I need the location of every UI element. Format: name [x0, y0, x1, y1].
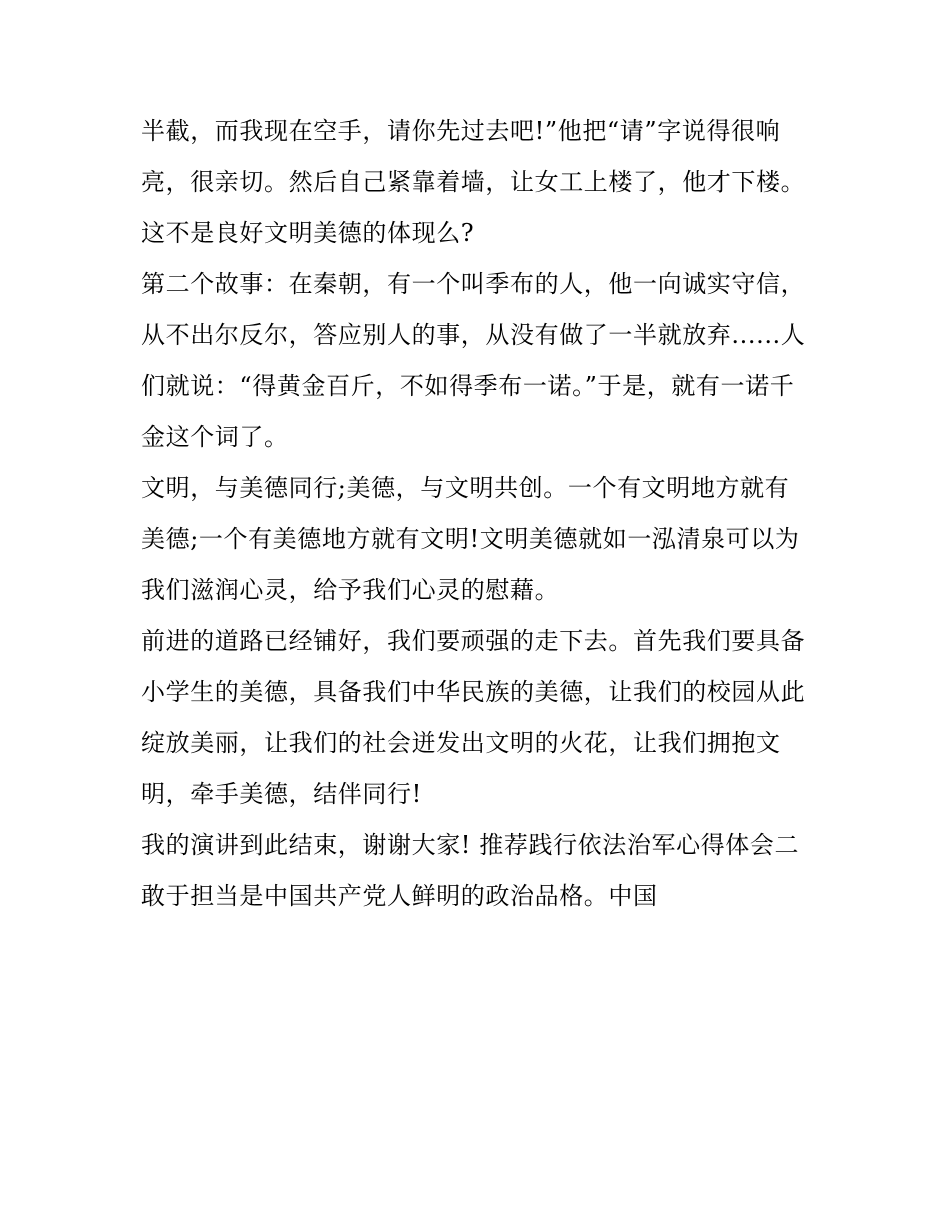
text-line: 金这个词了。 — [141, 423, 289, 451]
text-line: 我们滋润心灵，给予我们心灵的慰藉。 — [141, 576, 560, 604]
text-line: 们就说：“得黄金百斤，不如得季布一诺。”于是，就有一诺千 — [141, 372, 795, 400]
text-line: 我的演讲到此结束，谢谢大家! 推荐践行依法治军心得体会二 — [141, 831, 800, 859]
text-line: 前进的道路已经铺好，我们要顽强的走下去。首先我们要具备 — [141, 627, 806, 655]
text-line: 小学生的美德，具备我们中华民族的美德，让我们的校园从此 — [141, 678, 806, 706]
document-body — [141, 106, 821, 922]
text-line: 第二个故事：在秦朝，有一个叫季布的人，他一向诚实守信， — [141, 270, 806, 298]
text-line: 绽放美丽，让我们的社会迸发出文明的火花，让我们拥抱文 — [141, 729, 781, 757]
text-line: 明，牵手美德，结伴同行! — [141, 780, 422, 808]
text-line: 从不出尔反尔，答应别人的事，从没有做了一半就放弃......人 — [141, 321, 806, 349]
text-line: 这不是良好文明美德的体现么? — [141, 219, 475, 247]
text-line: 文明，与美德同行;美德，与文明共创。一个有文明地方就有 — [141, 474, 790, 502]
text-line: 亮，很亲切。然后自己紧靠着墙，让女工上楼了，他才下楼。 — [141, 168, 806, 196]
text-line: 美德;一个有美德地方就有文明!文明美德就如一泓清泉可以为 — [141, 525, 800, 553]
text-line: 半截，而我现在空手，请你先过去吧!”他把“请”字说得很响 — [141, 117, 781, 145]
text-line: 敢于担当是中国共产党人鲜明的政治品格。中国 — [141, 882, 658, 910]
